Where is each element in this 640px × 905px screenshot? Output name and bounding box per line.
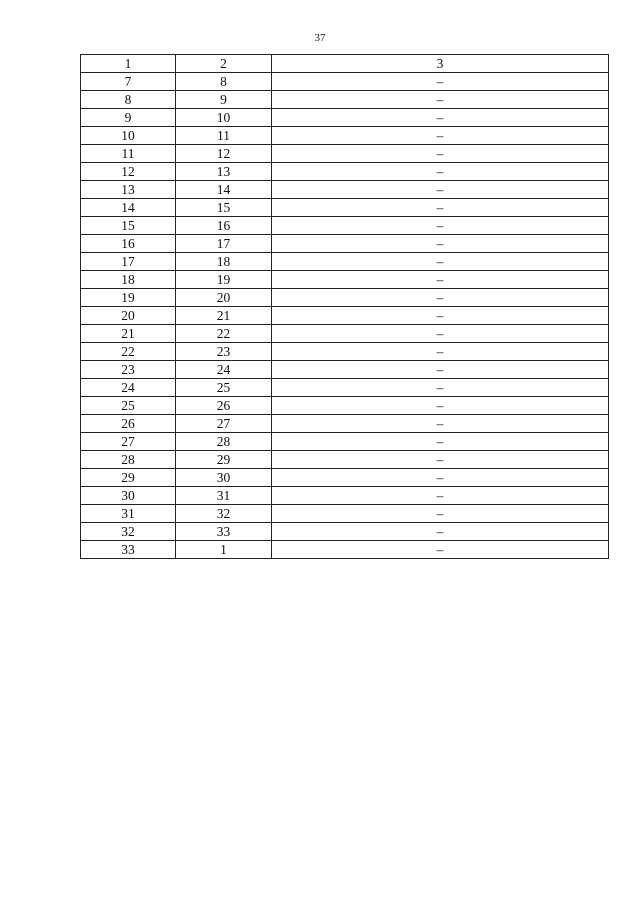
table-cell-col-1: 10: [81, 127, 176, 145]
table-cell-col-3: –: [272, 343, 609, 361]
table-cell-col-1: 21: [81, 325, 176, 343]
table-cell-col-1: 11: [81, 145, 176, 163]
table-cell-col-1: 24: [81, 379, 176, 397]
table-cell-col-3: –: [272, 109, 609, 127]
table-cell-col-2: 15: [176, 199, 272, 217]
table-cell-col-2: 11: [176, 127, 272, 145]
table-row: [81, 433, 609, 451]
table-row: [81, 397, 609, 415]
table-cell-col-3: –: [272, 217, 609, 235]
table-cell-col-2: 19: [176, 271, 272, 289]
table-row: [81, 145, 609, 163]
table-cell-col-1: 8: [81, 91, 176, 109]
table-row: [81, 271, 609, 289]
table-cell-col-1: 28: [81, 451, 176, 469]
data-table: [80, 54, 609, 559]
table-row: [81, 235, 609, 253]
table-row: [81, 343, 609, 361]
table-row: [81, 541, 609, 559]
table-cell-col-3: –: [272, 145, 609, 163]
table-cell-col-2: 30: [176, 469, 272, 487]
table-cell-col-3: –: [272, 271, 609, 289]
table-cell-col-3: –: [272, 73, 609, 91]
table-cell-col-2: 13: [176, 163, 272, 181]
table-cell-col-1: 16: [81, 235, 176, 253]
table-cell-col-3: –: [272, 325, 609, 343]
table-cell-col-1: 23: [81, 361, 176, 379]
table-cell-col-3: –: [272, 541, 609, 559]
table-row: [81, 505, 609, 523]
table-cell-col-1: 17: [81, 253, 176, 271]
table-row: [81, 379, 609, 397]
table-row: [81, 73, 609, 91]
table-cell-col-3: –: [272, 199, 609, 217]
table-cell-col-3: –: [272, 523, 609, 541]
table-cell-col-3: –: [272, 361, 609, 379]
table-cell-col-1: 22: [81, 343, 176, 361]
table-cell-col-2: 1: [176, 541, 272, 559]
table-row: [81, 361, 609, 379]
table-cell-col-1: 26: [81, 415, 176, 433]
table-row: [81, 523, 609, 541]
table-cell-col-2: 17: [176, 235, 272, 253]
table-row: [81, 163, 609, 181]
page-number: 37: [314, 32, 326, 44]
table-cell-col-3: –: [272, 127, 609, 145]
table-cell-col-1: 12: [81, 163, 176, 181]
table-cell-col-1: 30: [81, 487, 176, 505]
table-row: [81, 487, 609, 505]
table-cell-col-1: 33: [81, 541, 176, 559]
table-cell-col-3: –: [272, 487, 609, 505]
table-cell-col-2: 18: [176, 253, 272, 271]
table-cell-col-1: 13: [81, 181, 176, 199]
table-row: [81, 253, 609, 271]
table-cell-col-2: 21: [176, 307, 272, 325]
table-cell-col-3: –: [272, 433, 609, 451]
table-cell-col-3: –: [272, 289, 609, 307]
table-cell-col-3: –: [272, 397, 609, 415]
table-row: [81, 181, 609, 199]
table-row: [81, 451, 609, 469]
table-cell-col-3: –: [272, 505, 609, 523]
table-row: [81, 199, 609, 217]
table-cell-col-2: 8: [176, 73, 272, 91]
table-cell-col-1: 15: [81, 217, 176, 235]
table-row: [81, 91, 609, 109]
table-cell-col-3: –: [272, 181, 609, 199]
table-body: [81, 55, 609, 559]
table-row: [81, 325, 609, 343]
table-header-row: [81, 55, 609, 73]
table-cell-col-3: –: [272, 235, 609, 253]
table-cell-col-2: 12: [176, 145, 272, 163]
table-row: [81, 415, 609, 433]
table-cell-col-2: 22: [176, 325, 272, 343]
table-cell-col-3: –: [272, 163, 609, 181]
table-cell-col-1: 7: [81, 73, 176, 91]
table-cell-col-3: –: [272, 415, 609, 433]
table-row: [81, 307, 609, 325]
table-cell-col-1: 25: [81, 397, 176, 415]
table-cell-col-2: 16: [176, 217, 272, 235]
table-cell-col-1: 32: [81, 523, 176, 541]
table-row: [81, 217, 609, 235]
table-row: [81, 127, 609, 145]
table-cell-col-2: 10: [176, 109, 272, 127]
table-cell-col-2: 28: [176, 433, 272, 451]
header-cell-col-3: 3: [272, 55, 609, 73]
table-cell-col-2: 29: [176, 451, 272, 469]
table-cell-col-2: 14: [176, 181, 272, 199]
table-cell-col-2: 24: [176, 361, 272, 379]
table-cell-col-2: 25: [176, 379, 272, 397]
table-cell-col-1: 29: [81, 469, 176, 487]
table-cell-col-2: 9: [176, 91, 272, 109]
table-cell-col-2: 23: [176, 343, 272, 361]
table-cell-col-1: 31: [81, 505, 176, 523]
table-cell-col-1: 14: [81, 199, 176, 217]
table-cell-col-3: –: [272, 91, 609, 109]
table-cell-col-2: 31: [176, 487, 272, 505]
table-row: [81, 469, 609, 487]
table-cell-col-1: 20: [81, 307, 176, 325]
header-cell-col-2: 2: [176, 55, 272, 73]
table-cell-col-3: –: [272, 469, 609, 487]
table-cell-col-2: 33: [176, 523, 272, 541]
table-row: [81, 289, 609, 307]
table-cell-col-2: 32: [176, 505, 272, 523]
table-cell-col-1: 9: [81, 109, 176, 127]
table-cell-col-2: 20: [176, 289, 272, 307]
table-cell-col-3: –: [272, 451, 609, 469]
table-cell-col-1: 18: [81, 271, 176, 289]
table-cell-col-3: –: [272, 307, 609, 325]
table-cell-col-3: –: [272, 379, 609, 397]
table-cell-col-1: 27: [81, 433, 176, 451]
table-cell-col-2: 27: [176, 415, 272, 433]
table-cell-col-2: 26: [176, 397, 272, 415]
header-cell-col-1: 1: [81, 55, 176, 73]
table-cell-col-1: 19: [81, 289, 176, 307]
table-row: [81, 109, 609, 127]
table-cell-col-3: –: [272, 253, 609, 271]
